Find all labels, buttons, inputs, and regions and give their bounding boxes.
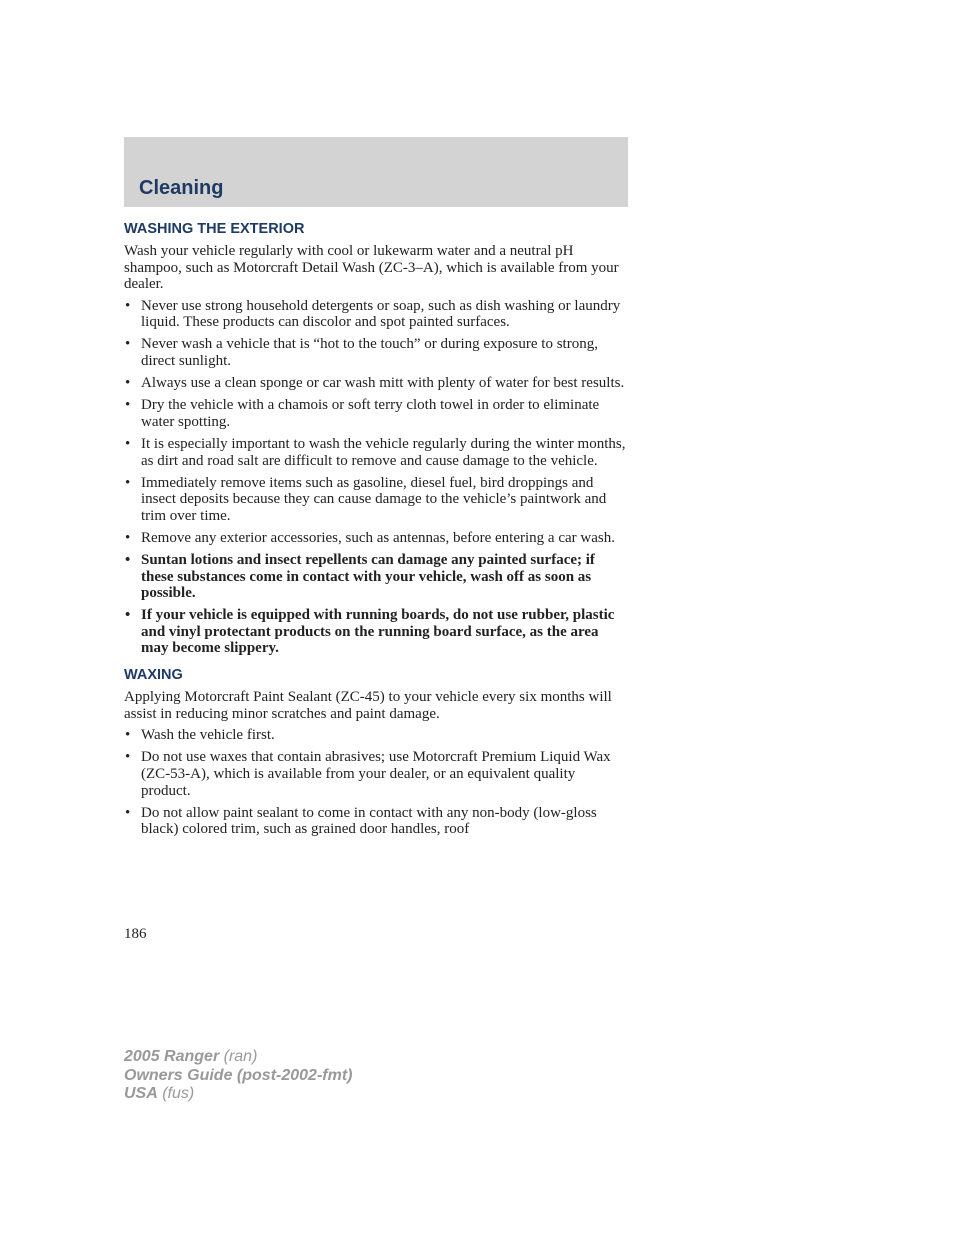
- footer-model-name: 2005 Ranger: [124, 1048, 220, 1065]
- warning-list-item: • Suntan lotions and insect repellents can damage any painted surface; if these substances come in contact with your vehicle, wash off as soon as possible.: [124, 552, 628, 602]
- list-item: • Never wash a vehicle that is “hot to the touch” or during exposure to strong, direct sunlight.: [124, 336, 628, 369]
- waxing-intro: Applying Motorcraft Paint Sealant (ZC-45) to your vehicle every six months will assist in reducing minor scratches and paint damage.: [124, 689, 612, 722]
- footer-market-code: (fus): [157, 1085, 195, 1102]
- page-number: 186: [124, 926, 147, 942]
- document-footer: [124, 1048, 352, 1104]
- warning-list-item: • If your vehicle is equipped with running boards, do not use rubber, plastic and vinyl protectant products on the running board surface, as the area may become slippery.: [124, 607, 628, 657]
- page-content: [124, 221, 628, 843]
- list-item: • Dry the vehicle with a chamois or soft terry cloth towel in order to eliminate water spotting.: [124, 397, 628, 430]
- footer-model-code: (ran): [219, 1048, 258, 1065]
- section-heading-washing: WASHING THE EXTERIOR: [124, 221, 305, 237]
- washing-bullet-list: [124, 298, 628, 657]
- footer-line-guide: Owners Guide (post-2002-fmt): [124, 1066, 353, 1084]
- list-item: • Do not allow paint sealant to come in contact with any non-body (low-gloss black) colored trim, such as grained door handles, roof: [124, 805, 628, 838]
- list-item: • Never use strong household detergents or soap, such as dish washing or laundry liquid. These products can discolor and spot painted surfaces.: [124, 298, 628, 331]
- list-item: • Immediately remove items such as gasoline, diesel fuel, bird droppings and insect deposits because they can cause damage to the vehicle’s paintwork and trim over time.: [124, 475, 628, 525]
- list-item: • It is especially important to wash the vehicle regularly during the winter months, as dirt and road salt are difficult to remove and cause damage to the vehicle.: [124, 436, 628, 469]
- chapter-title: Cleaning: [139, 177, 224, 199]
- chapter-header-band: [124, 137, 628, 207]
- washing-intro: Wash your vehicle regularly with cool or lukewarm water and a neutral pH shampoo, such as Motorcraft Detail Wash (ZC-3–A), which is available from your dealer.: [124, 243, 619, 293]
- section-heading-waxing: WAXING: [124, 667, 183, 684]
- list-item: • Do not use waxes that contain abrasives; use Motorcraft Premium Liquid Wax (ZC-53-A), which is available from your dealer, or an equivalent quality product.: [124, 749, 628, 799]
- list-item: • Remove any exterior accessories, such as antennas, before entering a car wash.: [124, 530, 628, 547]
- footer-line-model: [124, 1048, 352, 1067]
- footer-market-name: USA: [124, 1085, 158, 1102]
- footer-line-market: [124, 1085, 352, 1104]
- waxing-bullet-list: [124, 727, 628, 838]
- list-item: • Wash the vehicle first.: [124, 727, 628, 744]
- list-item: • Always use a clean sponge or car wash mitt with plenty of water for best results.: [124, 375, 628, 392]
